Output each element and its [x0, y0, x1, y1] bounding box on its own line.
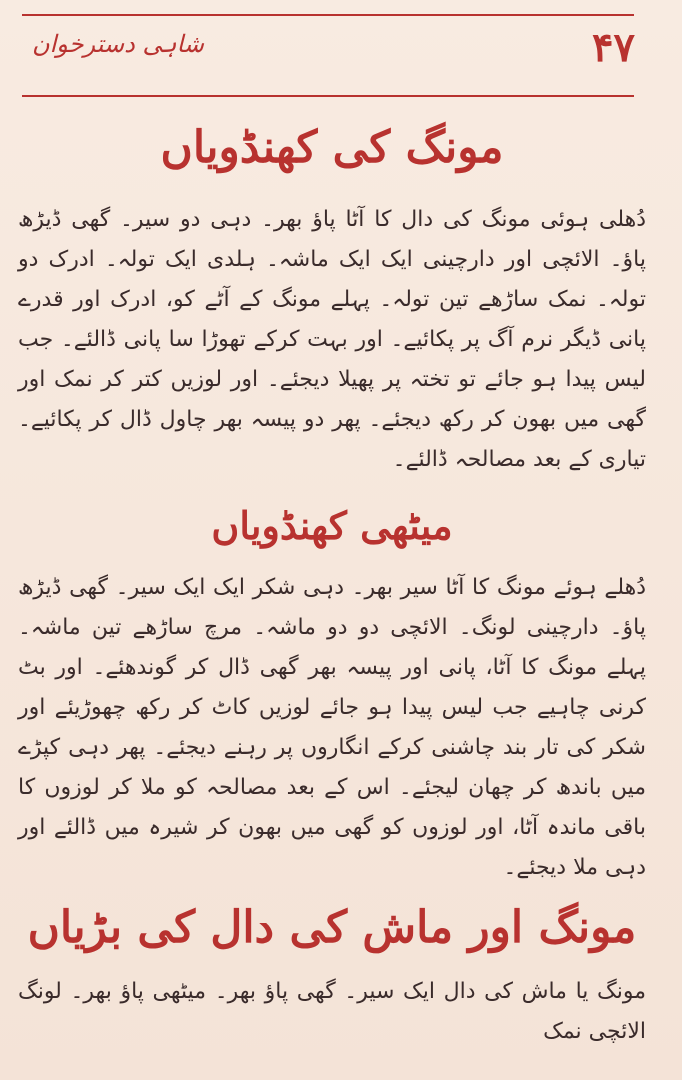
- recipe-title-1: مونگ کی کھنڈویاں: [160, 122, 504, 173]
- page-header: [22, 22, 634, 82]
- recipe-section-2: [18, 500, 646, 888]
- recipe-section-1: [18, 118, 646, 480]
- top-rule: [22, 14, 634, 16]
- header-rule: [22, 95, 634, 97]
- recipe-title-2: میٹھی کھنڈویاں: [211, 503, 453, 548]
- recipe-body-2: دُھلے ہوئے مونگ کا آٹا سیر بھر۔ دہی شکر ایک ایک سیر۔ گھی ڈیڑھ پاؤ۔ دارچینی لونگ۔ الائچی دو دو ماشہ۔ مرچ ساڑھے تین ماشہ۔ پہلے مونگ کا آٹا، پانی اور پیسہ بھر گھی ڈال کر گوندھئے۔ اور بٹ کرنی چاہیے جب لیس پیدا ہو جائے لوزیں کاٹ کر رکھ چھوڑیئے اور شکر کی تار بند چاشنی کرکے انگاروں پر رہنے دیجئے۔ پھر دہی کپڑے میں باندھ کر چھان لیجئے۔ اس کے بعد مصالحہ کو ملا کر لوزوں کا باقی ماندہ آٹا، اور لوزوں کو گھی میں بھون کر شیرہ میں ڈالئے اور دہی ملا دیجئے۔: [18, 575, 646, 880]
- page-number: ۴۷: [592, 24, 635, 71]
- running-head: شاہی دسترخوان: [32, 30, 204, 58]
- recipe-body-3: مونگ یا ماش کی دال ایک سیر۔ گھی پاؤ بھر۔ میٹھی پاؤ بھر۔ لونگ الائچی نمک: [18, 979, 646, 1044]
- recipe-title-3: مونگ اور ماش کی دال کی بڑیاں: [27, 902, 637, 953]
- recipe-section-3: [18, 898, 646, 1052]
- recipe-body-1: دُھلی ہوئی مونگ کی دال کا آٹا پاؤ بھر۔ دہی دو سیر۔ گھی ڈیڑھ پاؤ۔ الائچی اور دارچینی ایک ایک ماشہ۔ ہلدی ایک تولہ۔ ادرک دو تولہ۔ نمک ساڑھے تین تولہ۔ پہلے مونگ کے آٹے کو، ادرک اور قدرے پانی ڈیگر نرم آگ پر پکائیے۔ اور بہت کرکے تھوڑا سا پانی ڈالئے۔ جب لیس پیدا ہو جائے تو تختہ پر پھیلا دیجئے۔ اور لوزیں کتر کر نمک اور گھی میں بھون کر رکھ دیجئے۔ پھر دو پیسہ بھر چاول ڈال کر پکائیے۔ تیاری کے بعد مصالحہ ڈالئے۔: [18, 207, 646, 472]
